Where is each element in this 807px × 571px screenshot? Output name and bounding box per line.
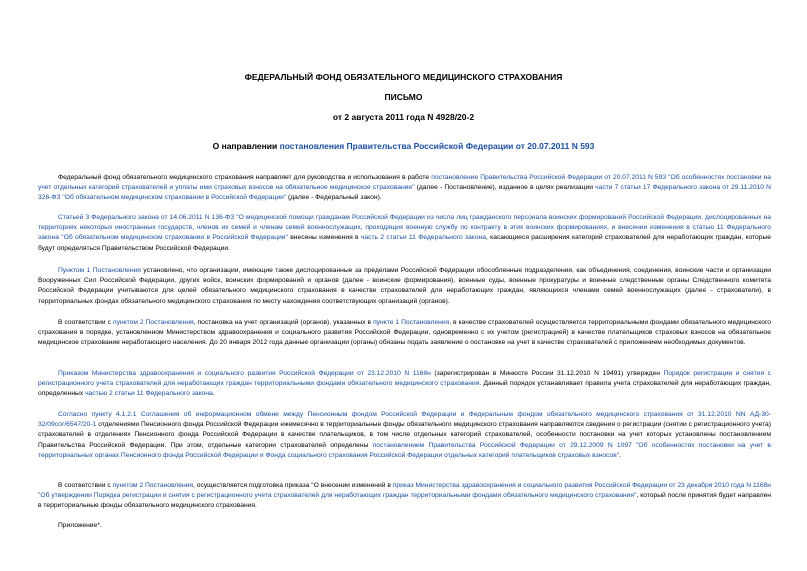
p6-link-agreement[interactable]: Согласно пункту 4.1.2.1 Соглашения об информационном обмене между Пенсионным фондом Российской Федерации и Федеральным фондом обязательного медицинского страхования от 31.12.2010 NN АД-30-32/09сог/6547/20-1 [38,411,771,429]
doc-subject [0,141,807,151]
org-title: ФЕДЕРАЛЬНЫЙ ФОНД ОБЯЗАТЕЛЬНОГО МЕДИЦИНСКОГО СТРАХОВАНИЯ [244,72,563,82]
p3-text-b: установлено, что организации, имеющие также дислоцированные за пределами Российской Федерации обособленные подразделения, как объединения, соединения, воинские части и организации Вооруженных Сил Российской Федерации, других войск, воинских формирований и органов (далее - воинские формирования), военные суды, военные прокуратуры и военные следственные органы Следственного комитета Российской Федерации учитываются для целей обязательного медицинского страхования в качестве страхователей для неработающих граждан, являющихся членами семей военнослужащих (далее - страхователи), в территориальных фондах обязательного медицинского страхования по месту нахождения соответствующих организаций (органов). [38,267,771,305]
p6-text-d: . [619,451,621,459]
paragraph-3 [38,266,771,307]
paragraph-6 [38,410,771,461]
p5-text-b: (зарегистрирован в Минюсте России 31.12.2010 N 19491) утвержден [430,370,664,377]
p6-text-b: отделениями Пенсионного фонда Российской Федерации ежемесячно в территориальные фонды обязательного медицинского страхования направляются сведения о регистрации (снятии с регистрационного учета) страхователей в отделениях Пенсионного фонда Российской Федерации в качестве плательщиков, в том числе отдельных категорий страхователей, особенности постановки на учет которых установлены постановлением Правительства Российской Федерации. При этом, отдельные категории страхователей определены [38,421,771,449]
doc-date: от 2 августа 2011 года N 4928/20-2 [332,112,475,122]
p5-link-procedure[interactable]: Порядок регистрации и снятия с регистрационного учета страхователей для неработающих граждан территориальными фондами обязательного медицинского страхования [38,370,771,388]
paragraph-1 [38,173,771,204]
p7-link-item2[interactable]: пунктом 2 Постановления [112,482,194,489]
paragraph-2 [38,213,771,254]
p5-text-f: . [212,390,215,398]
p6-link-resolution[interactable]: постановлением Правительства Российской Федерации от 29.12.2009 N 1097 "Об особенностях постановки на учет в территориальных органах Пенсионного фонда Российской Федерации и Фонда социального страхования Российской Федерации отдельных категорий плательщиков страховых взносов" [38,441,771,459]
p1-text-e: (далее - Федеральный закон). [286,194,382,202]
paragraph-7 [38,481,771,512]
p3-link-item1[interactable]: Пунктом 1 Постановления [58,267,141,274]
p2-link-article[interactable]: Статьей 3 Федерального закона от 14.06.2011 N 136-ФЗ "О медицинской помощи гражданам Российской Федерации из числа лиц гражданского персонала воинских формирований Российской Федерации, дислоцированных на территориях некоторых иностранных государств, членов их семей и членам семей военнослужащих, проходящих военную службу по контракту в этих воинских формированиях, и внесении изменения в статью 11 Федерального закона "Об обязательном медицинском страховании в Российской Федерации" [38,214,771,242]
p4-text-a: В соответствии с [58,319,113,326]
p5-link-part[interactable]: частью 2 статьи 11 Федерального закона [85,390,213,398]
subject-link[interactable]: постановления Правительства Российской Федерации от 20.07.2011 N 593 [279,141,595,151]
p7-link-order[interactable]: приказ Министерства здравоохранения и социального развития Российской Федерации от 23 декабря 2010 года N 1168н "Об утверждении Порядка регистрации и снятия с регистрационного учета страхователей для неработающих граждан территориальными фондами обязательного медицинского страхования" [38,482,771,500]
doc-type: ПИСЬМО [384,92,423,102]
p4-link-item1[interactable]: пункте 1 Постановления [373,319,450,326]
p7-text-c: , осуществляется подготовка приказа "О внесении изменений в [193,482,393,489]
p7-text-e: , который после принятия будет направлен в территориальные фонды обязательного медицинского страхования. [38,492,771,510]
paragraph-4 [38,318,771,349]
p1-text-c: (далее - Постановление), изданное в целях реализации [414,184,596,192]
paragraph-8 [38,521,771,531]
p8-text-a: Приложение*. [58,522,102,529]
p1-text-a: Федеральный фонд обязательного медицинского страхования направляет для руководства и использования в работе [58,174,432,181]
subject-prefix: О направлении [212,141,280,151]
p1-link-law[interactable]: части 7 статьи 17 Федерального закона от 29.11.2010 N 326-ФЗ "Об обязательном медицинском страховании в Российской Федерации" [38,184,772,202]
p1-link-resolution[interactable]: постановление Правительства Российской Федерации от 20.07.2011 N 593 "Об особенностях постановки на учет отдельных категорий страхователей и уплаты ими страховых взносов на обязательное медицинское страхование" [38,174,771,192]
p7-text-a: В соответствии с [58,482,113,489]
p4-link-item2[interactable]: пунктом 2 Постановления [112,319,194,326]
p2-text-d: , касающиеся расширения категорий страхователей для неработающих граждан, которые будут определяться Правительством Российской Федерации. [38,234,771,252]
paragraph-5 [38,369,771,400]
p4-text-e: , в качестве страхователей осуществляется территориальными фондами обязательного медицинского страхования в порядке, установленном Министерством здравоохранения и социального развития Российской Федерации, одновременно с их учетом (регистрацией) в качестве плательщиков страховых взносов на обязательное медицинское страхование неработающего населения. До 20 января 2012 года данные организации (органы) обязаны подать заявление о постановке на учет в качестве страхователей с приложением необходимых документов. [38,319,771,347]
p5-text-d: . Данный порядок устанавливает правила учета страхователей для неработающих граждан, определенных [38,380,771,398]
p2-text-b: внесены изменения в [287,234,361,242]
p2-link-part[interactable]: часть 2 статьи 11 Федерального закона [360,234,486,242]
p4-text-c: , постановка на учет организаций (органов), указанных в [193,319,374,326]
p5-link-order[interactable]: Приказом Министерства здравоохранения и социального развития Российской Федерации от 23.12.2010 N 1168н [58,370,431,377]
